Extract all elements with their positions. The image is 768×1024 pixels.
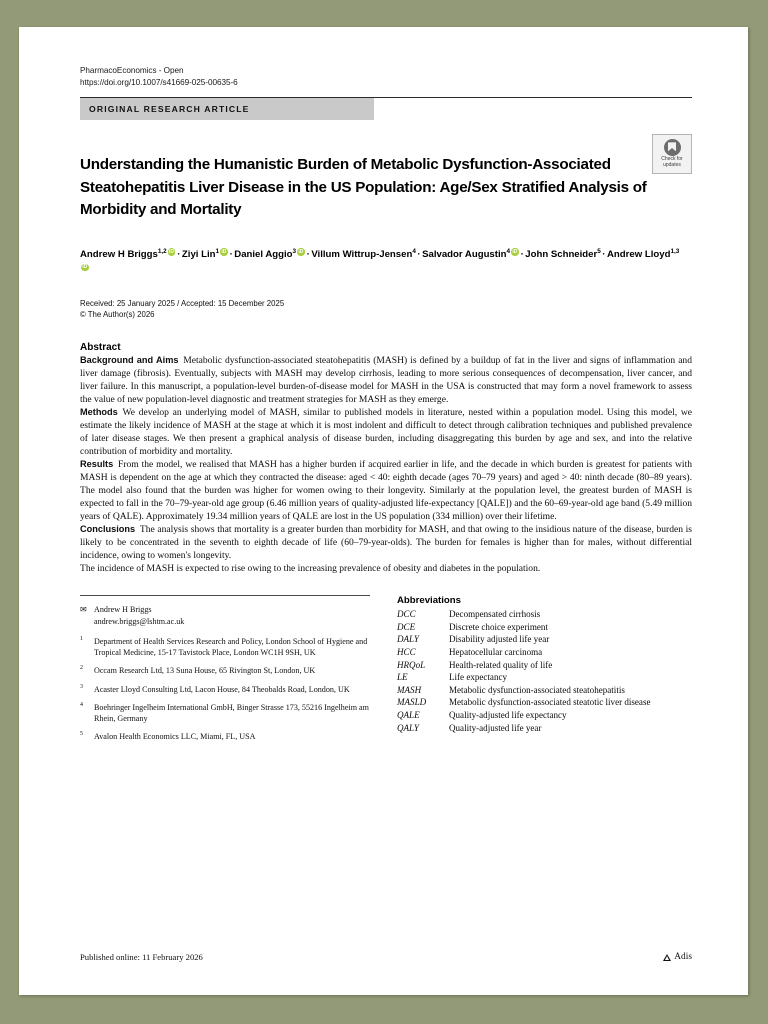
author-name: John Schneider [525,248,598,260]
paper-page [19,27,748,995]
abbreviation-term: DALY [397,634,419,645]
affiliation-text: Avalon Health Economics LLC, Miami, FL, USA [94,732,256,742]
abbreviation-definition: Quality-adjusted life year [449,722,542,733]
author-affiliation-marker: 1 [215,247,220,255]
author-name: Andrew Lloyd [607,248,671,260]
journal-doi[interactable]: https://doi.org/10.1007/s41669-025-00635-6 [80,77,238,87]
author-entry [311,249,416,260]
author-affiliation-marker: 1,2 [157,247,167,255]
orcid-icon[interactable] [511,248,519,256]
crossmark-line2: updates [663,162,681,168]
author-affiliation-marker: 3 [292,247,297,255]
author-entry [525,249,601,260]
journal-header [80,65,692,88]
abstract-section-text: We develop an underlying model of MASH, similar to published models in literature, nested within a population model. Using this model, we estimate the likely incidence of MASH at the stage at which it is most indolent and difficult to detect through calibration techniques and published prevalence of later disease stages. We then present a graphical analysis of disease burden, including disaggregating this burden by age and sex, and into the relative contribution of morbidity and mortality. [80,406,692,457]
author-entry [182,249,228,260]
envelope-icon: ✉ [80,605,87,615]
abbreviation-definition: Life expectancy [449,672,508,683]
abstract-section-label: Conclusions [80,524,136,535]
crossmark-icon [664,139,681,156]
abbreviation-term: DCE [397,621,416,632]
journal-name: PharmacoEconomics - Open [80,66,184,75]
page-title: Understanding the Humanistic Burden of Metabolic Dysfunction-Associated Steatohepatitis Liver Disease in the US Population: Age/Sex Stratified Analysis of Morbidity and Mortality [80,156,647,218]
affiliation-number: 2 [80,665,83,672]
abbreviation-definition: Disability adjusted life year [449,634,550,645]
affiliation-number: 1 [80,635,83,642]
orcid-icon[interactable] [168,248,176,256]
abstract-section [80,354,692,406]
author-separator: · [602,248,606,260]
triangle-icon [663,954,671,961]
article-type-banner-row [80,98,692,120]
received-accepted: Received: 25 January 2025 / Accepted: 15 December 2025 [80,298,285,308]
author-separator: · [229,248,233,260]
author-name: Salvador Augustin [422,248,507,260]
abstract-section-label: Background and Aims [80,354,179,365]
abbreviation-term: QALE [397,710,420,721]
abstract-section-text: The analysis shows that mortality is a greater burden than morbidity for MASH, and that owing to the insidious nature of the disease, burden is likely to be concentrated in the seventh to eighth decade of life (60–79-year-olds). The burden for females is higher than for males, without differential incidence, owing to women's longevity. [80,524,692,562]
abbreviation-definition: Metabolic dysfunction-associated steatohepatitis [449,684,625,695]
abstract-section [80,523,692,562]
copyright-line: © The Author(s) 2026 [80,309,155,319]
abbreviation-term: HCC [397,647,416,658]
affiliation-item [80,684,375,695]
abbreviation-definition: Discrete choice experiment [449,621,548,632]
author-name: Daniel Aggio [234,248,293,260]
abbreviations-heading: Abbreviations [397,595,461,607]
author-entry [234,249,305,260]
author-separator: · [417,248,421,260]
abbreviation-definition: Metabolic dysfunction-associated steatotic liver disease [449,697,651,708]
page-content [80,65,692,750]
article-dates [80,298,692,320]
affiliation-item [80,702,375,725]
author-entry [422,249,519,260]
correspondence-column [80,595,375,749]
abbreviation-term: HRQoL [397,659,426,670]
abstract-section-text: From the model, we realised that MASH has a higher burden if acquired earlier in life, and the decade in which burden is greatest for patients with MASH is dependent on the age at which they contracted the disease: aged < 40: eighth decade (ages 70–79 years) and aged > 40: ninth decade (80–89 years). The model also found that the burden was higher for women owing to their longevity. Similarly at the population level, the greatest burden of MASH is expected to fall in the 70–79-year-old age group (6.46 million years of quality-adjusted life-expectancy [QALE]) and the 60–69-year-old age band (5.49 million years of QALE). Approximately 19.34 million years of QALE are lost in the US population (334 million) over their lifetime. [80,458,692,523]
affiliation-text: Boehringer Ingelheim International GmbH, Binger Strasse 173, 55216 Ingelheim am Rhein, Germany [94,702,369,724]
abstract-section-label: Results [80,458,114,469]
author-affiliation-marker: 4 [506,247,511,255]
affiliation-list [80,636,375,743]
affiliation-item [80,665,375,676]
abstract-section-text: Metabolic dysfunction-associated steatohepatitis (MASH) is defined by a buildup of fat in the liver and signs of inflammation and liver damage (fibrosis). Eventually, subjects with MASH may develop cirrhosis, leading to more serious consequences of decompensation, liver cancer, and liver failure. In this manuscript, a population-level burden-of-disease model for MASH in the USA is constructed that may form a novel framework to assess the value of new population-level diagnostic and treatment strategies for MASH as they emerge. [80,354,692,405]
abstract-body [80,354,692,576]
abbreviation-term: MASH [397,684,422,695]
abstract-section [80,458,692,523]
author-name: Ziyi Lin [181,248,216,260]
correspondence-divider [80,595,370,596]
affiliation-number: 3 [80,683,83,690]
abbreviation-row [397,608,692,620]
author-name: Andrew H Briggs [80,248,158,260]
abstract-section [80,406,692,458]
abbreviation-row [397,684,692,696]
abbreviation-term: LE [397,672,408,683]
abbreviation-definition: Quality-adjusted life expectancy [449,710,567,721]
abbreviations-column [397,595,692,749]
abstract-closing: The incidence of MASH is expected to rise owing to the increasing prevalence of obesity and diabetes in the population. [80,563,541,575]
abbreviation-row [397,671,692,683]
abbreviation-term: DCC [397,609,416,620]
orcid-icon[interactable] [81,264,89,272]
abbreviation-definition: Hepatocellular carcinoma [449,647,543,658]
abbreviation-row [397,709,692,721]
correspondence-block [80,604,375,626]
abbreviation-term: MASLD [397,697,427,708]
lower-columns [80,595,692,749]
abbreviation-row [397,646,692,658]
abbreviation-row [397,696,692,708]
abbreviation-definition: Health-related quality of life [449,659,553,670]
abbreviation-term: QALY [397,722,419,733]
orcid-icon[interactable] [297,248,305,256]
orcid-icon[interactable] [220,248,228,256]
corresponding-author-name: Andrew H Briggs [94,605,152,615]
abbreviation-definition: Decompensated cirrhosis [449,609,541,620]
author-separator: · [177,248,181,260]
page-footer [80,952,692,962]
abbreviation-row [397,621,692,633]
affiliation-item [80,731,375,742]
affiliation-item [80,636,375,659]
crossmark-badge[interactable] [652,134,692,174]
affiliation-number: 4 [80,701,83,708]
abbreviations-list [397,608,692,733]
author-list [80,247,680,278]
article-type-label: ORIGINAL RESEARCH ARTICLE [89,104,250,114]
abbreviation-row [397,659,692,671]
crossmark-line1: Check for [661,156,683,163]
abstract-section-label: Methods [80,406,118,417]
affiliation-text: Acaster Lloyd Consulting Ltd, Lacon House, 84 Theobalds Road, London, UK [94,684,350,694]
publisher-name: Adis [674,952,692,962]
author-name: Villum Wittrup-Jensen [311,248,413,260]
publisher-logo [663,952,692,962]
author-affiliation-marker: 4 [412,247,416,255]
author-separator: · [520,248,524,260]
affiliation-number: 5 [80,731,83,738]
affiliation-text: Occam Research Ltd, 13 Suna House, 65 Rivington St, London, UK [94,666,316,676]
affiliation-text: Department of Health Services Research and Policy, London School of Hygiene and Tropical Medicine, 15-17 Tavistock Place, London WC1H 9SH, UK [94,636,368,657]
abstract-heading: Abstract [80,341,121,353]
author-affiliation-marker: 1,3 [670,247,680,255]
abbreviation-row [397,722,692,734]
author-entry [80,249,176,260]
corresponding-author-email[interactable]: andrew.briggs@lshtm.ac.uk [94,616,185,626]
author-separator: · [306,248,310,260]
article-type-banner [80,98,374,120]
author-affiliation-marker: 5 [597,247,601,255]
abbreviation-row [397,633,692,645]
published-online: Published online: 11 February 2026 [80,952,203,962]
